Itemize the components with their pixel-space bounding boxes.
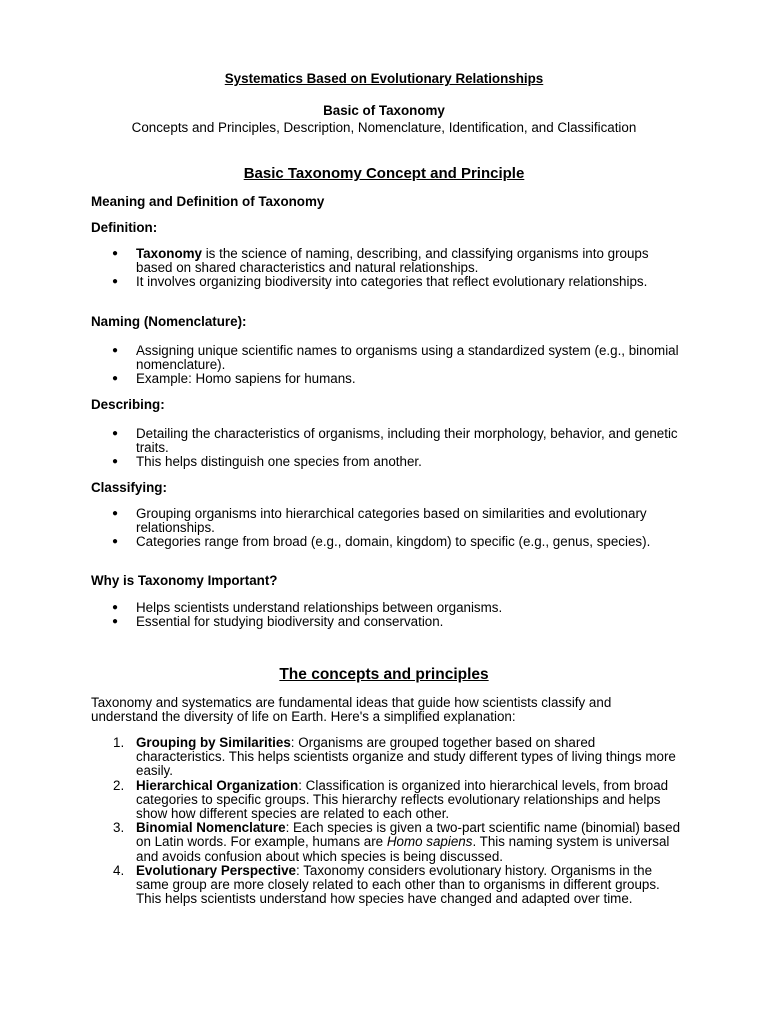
heading-why-important: Why is Taxonomy Important? [91, 573, 278, 588]
principle-text: : Each species is given a two-part scientific name (binomial) based on Latin words. For example, humans are [136, 820, 681, 850]
heading-meaning: Meaning and Definition of Taxonomy [91, 194, 325, 209]
list-number: 1. [113, 735, 125, 750]
species-name: Homo sapiens [386, 834, 473, 850]
principles-list [113, 735, 681, 907]
section-title-basic-taxonomy: Basic Taxonomy Concept and Principle [243, 165, 525, 182]
why-list [136, 601, 681, 629]
naming-list [136, 344, 681, 387]
list-item: ● This helps distinguish one species from another. [136, 455, 681, 469]
principle-text: : Classification is organized into hierarchical levels, from broad categories to specific groups. This hierarchy reflects evolutionary relationships and helps show how different species are related to each other. [136, 777, 669, 822]
list-item: ● Grouping organisms into hierarchical categories based on similarities and evolutionary relationships. [136, 507, 681, 535]
heading-describing: Describing: [91, 397, 165, 412]
document-title: Systematics Based on Evolutionary Relationships [224, 71, 544, 86]
list-item-text: is the science of naming, describing, and classifying organisms into groups based on shared characteristics and natural relationships. [136, 246, 649, 276]
list-item [113, 820, 681, 864]
classifying-list [136, 507, 681, 550]
intro-paragraph: Taxonomy and systematics are fundamental ideas that guide how scientists classify and understand the diversity of life on Earth. Here's a simplified explanation: [91, 695, 612, 725]
principle-title: Evolutionary Perspective [136, 862, 297, 878]
document-topics: Concepts and Principles, Description, Nomenclature, Identification, and Classification [131, 120, 637, 135]
principle-title: Grouping by Similarities [136, 735, 291, 750]
list-item [136, 247, 681, 275]
principle-title: Binomial Nomenclature [136, 820, 286, 836]
principle-text: : Taxonomy considers evolutionary history. Organisms in the same group are more closely related to each other than to organisms in different groups. This helps scientists understand how species have changed and adapted over time. [136, 862, 660, 907]
term-taxonomy: Taxonomy [136, 246, 202, 261]
heading-definition: Definition: [91, 220, 158, 235]
list-item: ● Example: Homo sapiens for humans. [136, 372, 681, 386]
list-item [113, 777, 681, 822]
list-item: ● Essential for studying biodiversity and conservation. [136, 615, 681, 629]
list-item-text: It involves organizing biodiversity into categories that reflect evolutionary relationships. [136, 274, 648, 290]
document-subtitle: Basic of Taxonomy [323, 103, 445, 118]
definition-list [136, 247, 681, 290]
list-item [113, 862, 681, 907]
list-item: ● Categories range from broad (e.g., domain, kingdom) to specific (e.g., genus, species). [136, 535, 681, 549]
principle-text: . This naming system is universal and avoids confusion about which species is being discussed. [136, 834, 670, 864]
list-number: 3. [113, 820, 125, 836]
heading-naming: Naming (Nomenclature): [91, 314, 247, 329]
principle-title: Hierarchical Organization [136, 777, 299, 793]
list-item: ● Detailing the characteristics of organisms, including their morphology, behavior, and genetic traits. [136, 427, 681, 455]
list-item [113, 735, 681, 779]
list-number: 4. [113, 862, 125, 878]
describing-list [136, 427, 681, 470]
heading-classifying: Classifying: [91, 480, 167, 495]
list-item: ● Assigning unique scientific names to organisms using a standardized system (e.g., binomial nomenclature). [136, 344, 681, 372]
list-item: ● Helps scientists understand relationships between organisms. [136, 601, 681, 615]
principle-text: : Organisms are grouped together based on shared characteristics. This helps scientists organize and study different types of living things more easily. [136, 735, 676, 779]
list-item [136, 275, 681, 289]
section-title-concepts: The concepts and principles [279, 666, 489, 683]
list-number: 2. [113, 777, 125, 793]
